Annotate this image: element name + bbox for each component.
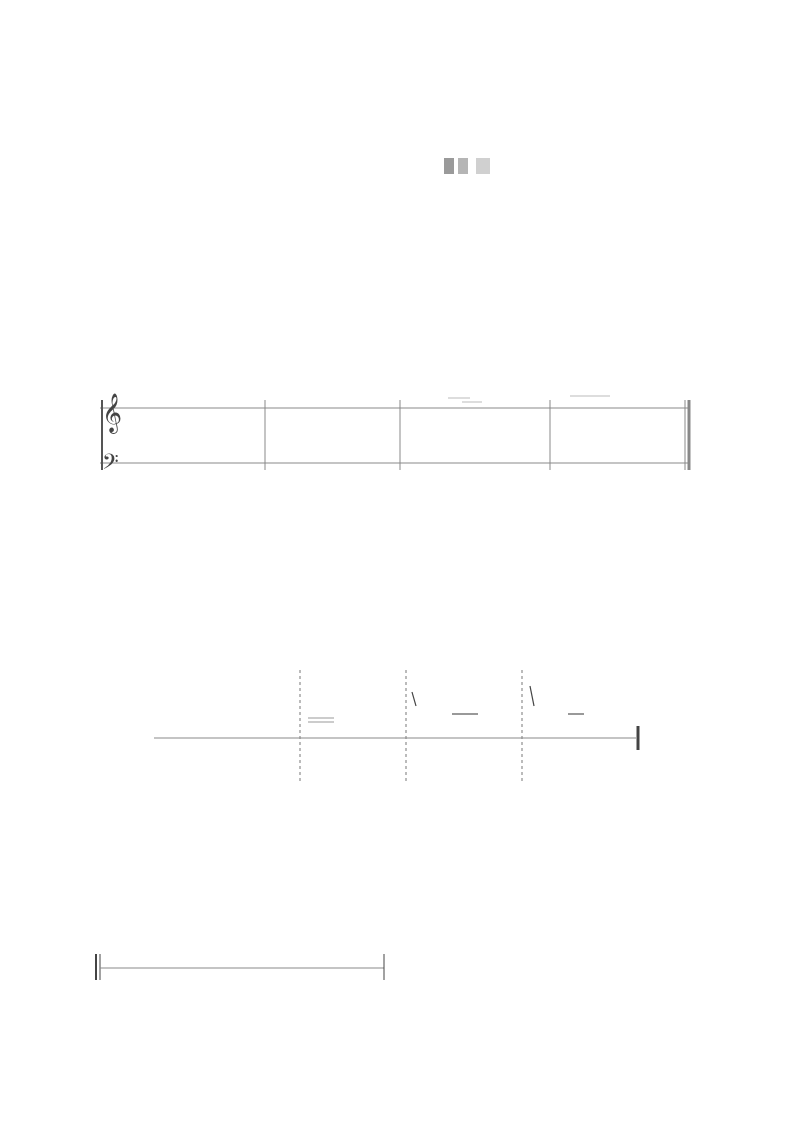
right-paragraph xyxy=(406,508,702,525)
offbeat-rhythm xyxy=(94,936,394,986)
beguine-score xyxy=(90,378,700,478)
bass-clef-icon: 𝄢 xyxy=(102,450,119,478)
funk-pattern-diagram xyxy=(94,664,654,794)
treble-clef-icon: 𝄞 xyxy=(102,393,123,433)
right-line-2 xyxy=(406,508,702,525)
title-decoration xyxy=(444,158,492,174)
